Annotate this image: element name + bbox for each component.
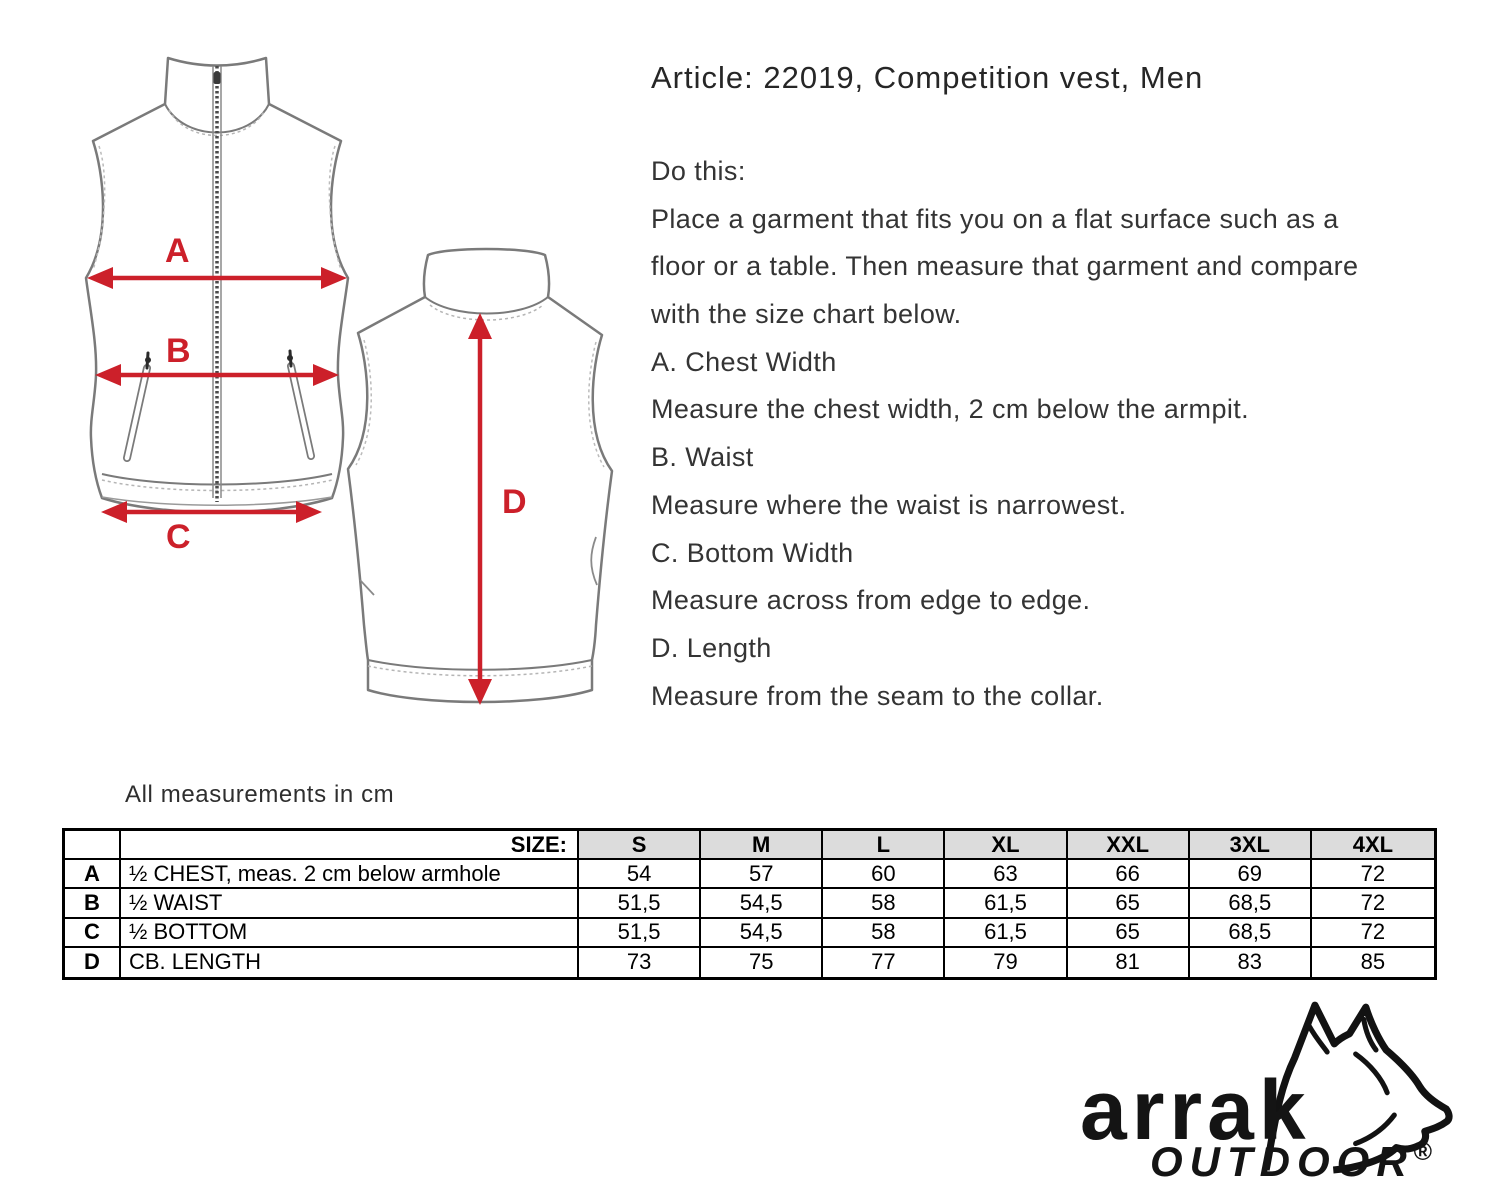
pocket-right-pull-ring <box>287 355 293 361</box>
instruction-item-desc: Measure across from edge to edge. <box>651 585 1091 616</box>
zipper-slider <box>214 72 221 84</box>
row-letter: A <box>65 860 121 889</box>
measurement-value: 66 <box>1068 860 1190 889</box>
row-description: ½ WAIST <box>121 889 579 918</box>
measurements-note: All measurements in cm <box>125 781 395 808</box>
measurement-value: 79 <box>945 948 1067 977</box>
size-header: 3XL <box>1190 831 1312 860</box>
vest-front-diagram <box>82 50 362 570</box>
instruction-item-label: B. Waist <box>651 442 754 473</box>
measurement-value: 81 <box>1068 948 1190 977</box>
row-letter: B <box>65 889 121 918</box>
pocket-left-pull-ring <box>145 357 151 363</box>
brand-subtitle <box>1150 1138 1432 1186</box>
size-header: M <box>701 831 823 860</box>
measurement-value: 65 <box>1068 919 1190 948</box>
measurement-value: 73 <box>579 948 701 977</box>
instruction-item-desc: Measure from the seam to the collar. <box>651 680 1104 711</box>
measurement-value: 61,5 <box>945 889 1067 918</box>
measurement-value: 69 <box>1190 860 1312 889</box>
measurement-value: 75 <box>701 948 823 977</box>
size-header: S <box>579 831 701 860</box>
measurement-value: 58 <box>823 919 945 948</box>
instruction-item-label: C. Bottom Width <box>651 537 854 568</box>
instructions-intro-line: with the size chart below. <box>651 299 962 330</box>
row-description: ½ CHEST, meas. 2 cm below armhole <box>121 860 579 889</box>
measurement-value: 54,5 <box>701 919 823 948</box>
instruction-item-label: D. Length <box>651 632 772 663</box>
measurement-value: 85 <box>1360 949 1386 975</box>
size-header: 4XL <box>1312 831 1434 860</box>
instructions-heading: Do this: <box>651 156 746 186</box>
measurement-value: 72 <box>1312 889 1434 918</box>
row-description: CB. LENGTH <box>121 948 579 977</box>
row-description: ½ BOTTOM <box>121 919 579 948</box>
measurement-value: 51,5 <box>579 919 701 948</box>
instruction-item-desc: Measure where the waist is narrowest. <box>651 489 1127 520</box>
measurement-value: 65 <box>1068 889 1190 918</box>
label-d: D <box>502 483 527 521</box>
vest-back-diagram <box>340 245 635 725</box>
bottom-arrow-c-head-left <box>101 501 127 523</box>
size-header: XXL <box>1068 831 1190 860</box>
measurement-value: 77 <box>823 948 945 977</box>
measurement-value: 58 <box>823 889 945 918</box>
measurement-value: 83 <box>1190 948 1312 977</box>
instruction-item-label: A. Chest Width <box>651 346 837 377</box>
measurement-value: 57 <box>701 860 823 889</box>
label-c: C <box>166 518 191 556</box>
measurement-value: 68,5 <box>1190 919 1312 948</box>
measurement-value: 63 <box>945 860 1067 889</box>
label-a: A <box>165 232 190 270</box>
label-b: B <box>166 332 191 370</box>
instruction-item-desc: Measure the chest width, 2 cm below the armpit. <box>651 394 1250 425</box>
measurement-value: 68,5 <box>1190 889 1312 918</box>
measurement-value: 72 <box>1312 860 1434 889</box>
registered-trademark-icon: ® <box>1413 1138 1433 1166</box>
table-corner-cell <box>65 831 121 860</box>
size-table <box>62 828 1437 980</box>
page-title: Article: 22019, Competition vest, Men <box>651 60 1204 95</box>
row-letter: C <box>65 919 121 948</box>
instructions-intro-line: Place a garment that fits you on a flat surface such as a <box>651 203 1339 234</box>
brand-wordmark: arrak <box>1080 1063 1311 1157</box>
measurement-value: 54 <box>579 860 701 889</box>
measurement-value: 51,5 <box>579 889 701 918</box>
brand-subtitle-text: OUTDOOR <box>1150 1138 1414 1185</box>
size-label-cell: SIZE: <box>121 831 579 860</box>
instructions-block <box>651 148 1358 720</box>
measurement-value: 72 <box>1312 919 1434 948</box>
size-header: XL <box>945 831 1067 860</box>
size-header: L <box>823 831 945 860</box>
row-letter: D <box>65 948 121 977</box>
measurement-value: 60 <box>823 860 945 889</box>
measurement-value: 61,5 <box>945 919 1067 948</box>
measurement-value: 54,5 <box>701 889 823 918</box>
instructions-intro-line: floor or a table. Then measure that garment and compare <box>651 251 1359 282</box>
